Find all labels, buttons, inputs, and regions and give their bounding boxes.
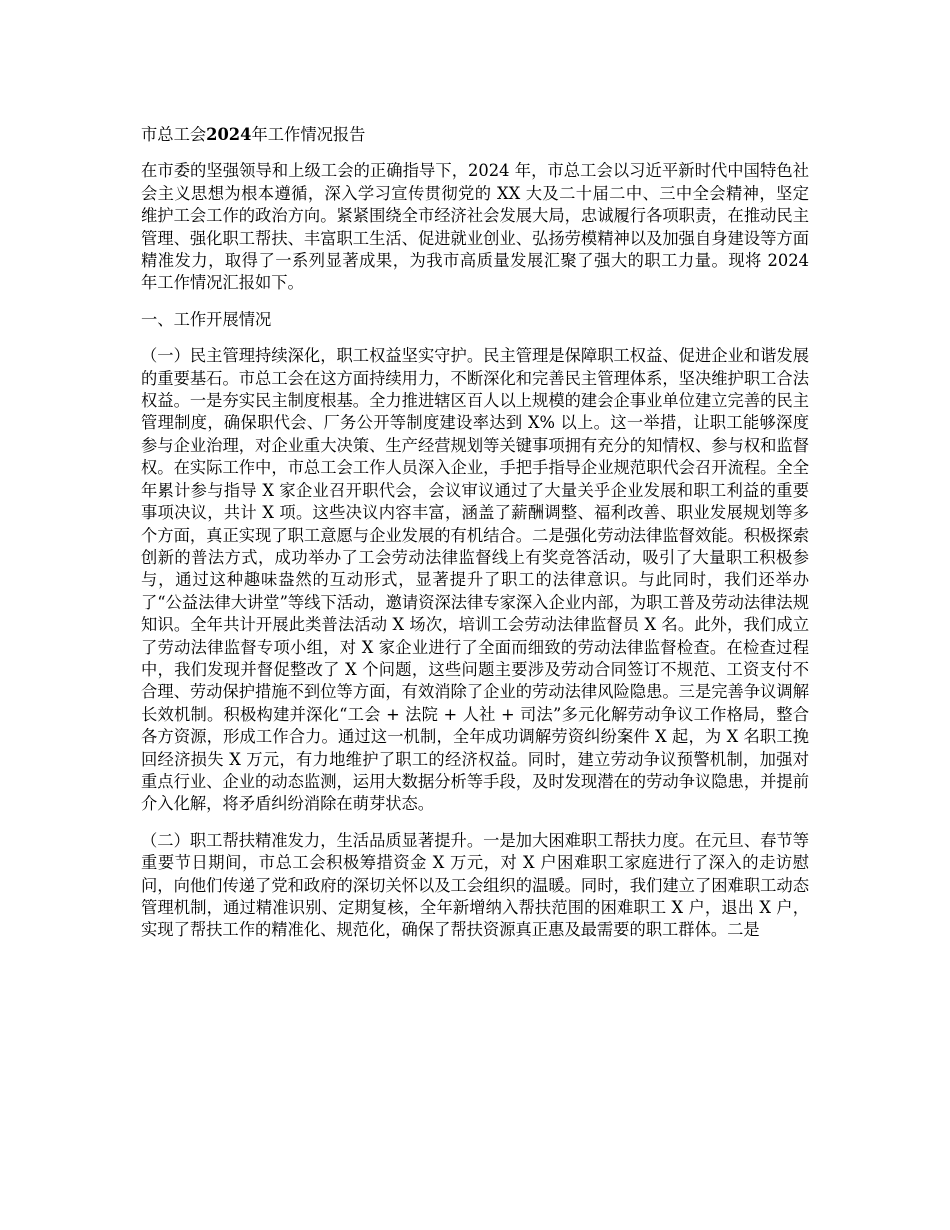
body-paragraph-2: （二）职工帮扶精准发力，生活品质显著提升。一是加大困难职工帮扶力度。在元旦、春节等重要节日期间，市总工会积极筹措资金 X 万元，对 X 户困难职工家庭进行了深入的走访慰问，向他们传递了党和政府的深切关怀以及工会组织的温暖。同时，我们建立了困难职工动态管理机制，通过精准识别、定期复核，全年新增纳入帮扶范围的困难职工 X 户，退出 X 户，实现了帮扶工作的精准化、规范化，确保了帮扶资源真正惠及最需要的职工群体。二是 (141, 830, 809, 940)
title-suffix: 年工作情况报告 (251, 125, 366, 144)
body-paragraph-1: （一）民主管理持续深化，职工权益坚实守护。民主管理是保障职工权益、促进企业和谐发展的重要基石。市总工会在这方面持续用力，不断深化和完善民主管理体系，坚决维护职工合法权益。一是夯实民主制度根基。全力推进辖区百人以上规模的建会企事业单位建立完善的民主管理制度，确保职代会、厂务公开等制度建设率达到 X% 以上。这一举措，让职工能够深度参与企业治理，对企业重大决策、生产经营规划等关键事项拥有充分的知情权、参与权和监督权。在实际工作中，市总工会工作人员深入企业，手把手指导企业规范职代会召开流程。全全年累计参与指导 X 家企业召开职代会，会议审议通过了大量关乎企业发展和职工利益的重要事项决议，共计 X 项。这些决议内容丰富，涵盖了薪酬调整、福利改善、职业发展规划等多个方面，真正实现了职工意愿与企业发展的有机结合。二是强化劳动法律监督效能。积极探索创新的普法方式，成功举办了工会劳动法律监督线上有奖竞答活动，吸引了大量职工积极参与，通过这种趣味盎然的互动形式，显著提升了职工的法律意识。与此同时，我们还举办了“公益法律大讲堂”等线下活动，邀请资深法律专家深入企业内部，为职工普及劳动法律法规知识。全年共计开展此类普法活动 X 场次，培训工会劳动法律监督员 X 名。此外，我们成立了劳动法律监督专项小组，对 X 家企业进行了全面而细致的劳动法律监督检查。在检查过程中，我们发现并督促整改了 X 个问题，这些问题主要涉及劳动合同签订不规范、工资支付不合理、劳动保护措施不到位等方面，有效消除了企业的劳动法律风险隐患。三是完善争议调解长效机制。积极构建并深化“工会 + 法院 + 人社 + 司法”多元化解劳动争议工作格局，整合各方资源，形成工作合力。通过这一机制，全年成功调解劳资纠纷案件 X 起，为 X 名职工挽回经济损失 X 万元，有力地维护了职工的经济权益。同时，建立劳动争议预警机制，加强对重点行业、企业的动态监测，运用大数据分析等手段，及时发现潜在的劳动争议隐患，并提前介入化解，将矛盾纠纷消除在萌芽状态。 (141, 346, 809, 814)
title-year: 2024 (206, 125, 252, 144)
intro-paragraph: 在市委的坚强领导和上级工会的正确指导下，2024 年，市总工会以习近平新时代中国特色社会主义思想为根本遵循，深入学习宣传贯彻党的 XX 大及二十届二中、三中全会精神，坚定维护工会工作的政治方向。紧紧围绕全市经济社会发展大局，忠诚履行各项职责，在推动民主管理、强化职工帮扶、丰富职工生活、促进就业创业、弘扬劳模精神以及加强自身建设等方面精准发力，取得了一系列显著成果，为我市高质量发展汇聚了强大的职工力量。现将 2024 年工作情况汇报如下。 (141, 161, 809, 293)
document-page (141, 124, 809, 956)
title-prefix: 市总工会 (141, 125, 207, 144)
section-heading: 一、工作开展情况 (141, 309, 272, 329)
document-title (141, 124, 809, 146)
